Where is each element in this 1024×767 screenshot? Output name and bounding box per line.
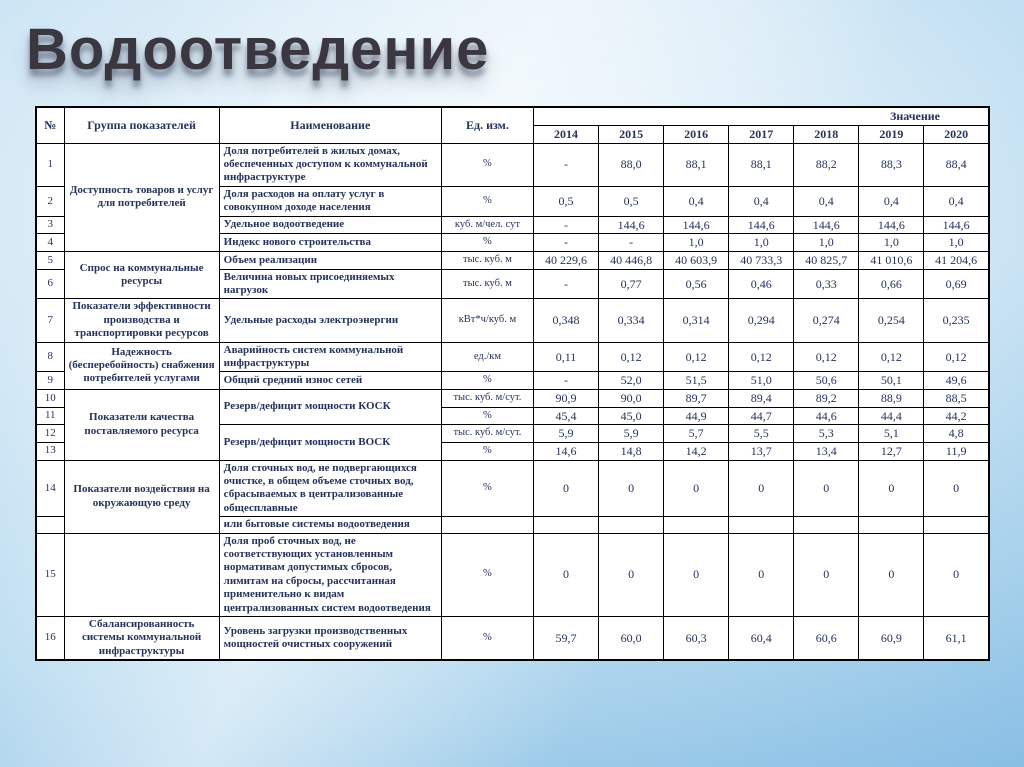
unit-cell: %	[441, 533, 533, 616]
value-cell: 0	[729, 460, 794, 517]
row-number-cell: 8	[36, 342, 64, 372]
value-cell: 5,1	[859, 425, 924, 443]
value-cell: 61,1	[924, 616, 989, 660]
value-cell	[599, 517, 664, 533]
unit-cell: %	[441, 143, 533, 186]
unit-cell: куб. м/чел. сут	[441, 216, 533, 234]
row-number-cell: 15	[36, 533, 64, 616]
value-cell	[533, 517, 598, 533]
row-number-cell: 5	[36, 251, 64, 269]
unit-cell: %	[441, 442, 533, 460]
value-cell: 88,0	[599, 143, 664, 186]
indicator-name-cell: Доля потребителей в жилых домах, обеспеченных доступом к коммунальной инфраструктуре	[219, 143, 441, 186]
year-header: 2020	[924, 125, 989, 143]
value-cell: 0,12	[924, 342, 989, 372]
value-cell: 88,5	[924, 390, 989, 408]
value-cell: 0,12	[664, 342, 729, 372]
unit-cell: кВт*ч/куб. м	[441, 299, 533, 342]
value-cell: 0,4	[859, 186, 924, 216]
row-number-cell: 13	[36, 442, 64, 460]
indicator-group-cell: Спрос на коммунальные ресурсы	[64, 251, 219, 298]
value-cell: -	[533, 216, 598, 234]
value-cell	[924, 517, 989, 533]
value-cell: 5,5	[729, 425, 794, 443]
value-cell: -	[533, 372, 598, 390]
value-cell: 1,0	[859, 234, 924, 252]
value-cell: 59,7	[533, 616, 598, 660]
indicator-group-cell: Надежность (бесперебойность) снабжения потребителей услугами	[64, 342, 219, 389]
row-number-cell: 7	[36, 299, 64, 342]
indicator-group-cell: Показатели воздействия на окружающую среду	[64, 460, 219, 533]
value-cell	[794, 517, 859, 533]
value-cell: 40 825,7	[794, 251, 859, 269]
indicator-name-cell: Величина новых присоединяемых нагрузок	[219, 269, 441, 299]
year-header: 2019	[859, 125, 924, 143]
col-header-value: Значение	[533, 107, 989, 125]
value-cell: 0	[859, 460, 924, 517]
row-number-cell	[36, 517, 64, 533]
col-header-name: Наименование	[219, 107, 441, 143]
row-number-cell: 1	[36, 143, 64, 186]
value-cell: 0,314	[664, 299, 729, 342]
value-cell: 1,0	[664, 234, 729, 252]
value-cell: 144,6	[924, 216, 989, 234]
value-cell: 44,6	[794, 407, 859, 425]
table-row	[36, 299, 989, 342]
value-cell: 13,4	[794, 442, 859, 460]
value-cell: 0,4	[664, 186, 729, 216]
value-cell: 40 446,8	[599, 251, 664, 269]
value-cell: 144,6	[729, 216, 794, 234]
value-cell: 90,0	[599, 390, 664, 408]
value-cell: 52,0	[599, 372, 664, 390]
row-number-cell: 9	[36, 372, 64, 390]
value-cell: 144,6	[664, 216, 729, 234]
value-cell: 0	[664, 460, 729, 517]
value-cell: 88,1	[729, 143, 794, 186]
indicator-group-cell: Показатели эффективности производства и транспортировки ресурсов	[64, 299, 219, 342]
indicator-name-cell: Аварийность систем коммунальной инфраструктуры	[219, 342, 441, 372]
row-number-cell: 14	[36, 460, 64, 517]
row-number-cell: 3	[36, 216, 64, 234]
row-number-cell: 12	[36, 425, 64, 443]
value-cell: 89,2	[794, 390, 859, 408]
row-number-cell: 6	[36, 269, 64, 299]
value-cell: 60,4	[729, 616, 794, 660]
indicator-group-cell: Сбалансированность системы коммунальной инфраструктуры	[64, 616, 219, 660]
col-header-unit: Ед. изм.	[441, 107, 533, 143]
value-cell: 0	[664, 533, 729, 616]
unit-cell: %	[441, 460, 533, 517]
value-cell: 51,5	[664, 372, 729, 390]
value-cell: 144,6	[859, 216, 924, 234]
value-cell: 90,9	[533, 390, 598, 408]
col-header-group: Группа показателей	[64, 107, 219, 143]
indicator-name-cell: Доля сточных вод, не подвергающихся очистке, в общем объеме сточных вод, сбрасываемых в централизованные общесплавные	[219, 460, 441, 517]
indicator-name-cell: Резерв/дефицит мощности КОСК	[219, 390, 441, 425]
col-header-num: №	[36, 107, 64, 143]
value-cell: 5,3	[794, 425, 859, 443]
value-cell: 88,3	[859, 143, 924, 186]
indicator-group-cell: Показатели качества поставляемого ресурса	[64, 390, 219, 461]
value-cell: 0	[599, 533, 664, 616]
unit-cell: %	[441, 407, 533, 425]
indicators-table-container	[35, 106, 990, 661]
value-cell: 88,2	[794, 143, 859, 186]
value-cell: 0,33	[794, 269, 859, 299]
year-header: 2015	[599, 125, 664, 143]
value-cell: 0,46	[729, 269, 794, 299]
value-cell: 14,8	[599, 442, 664, 460]
indicator-name-cell: Объем реализации	[219, 251, 441, 269]
value-cell: 144,6	[599, 216, 664, 234]
value-cell: 0,4	[794, 186, 859, 216]
unit-cell	[441, 517, 533, 533]
value-cell: 45,4	[533, 407, 598, 425]
value-cell: 0,4	[729, 186, 794, 216]
table-row	[36, 460, 989, 517]
value-cell: 0,77	[599, 269, 664, 299]
value-cell: 60,3	[664, 616, 729, 660]
indicator-name-cell: Резерв/дефицит мощности ВОСК	[219, 425, 441, 460]
value-cell: -	[533, 234, 598, 252]
value-cell: 0,12	[729, 342, 794, 372]
table-row	[36, 533, 989, 616]
unit-cell: %	[441, 372, 533, 390]
value-cell: 0	[859, 533, 924, 616]
indicator-name-cell: Индекс нового строительства	[219, 234, 441, 252]
indicator-name-cell: Уровень загрузки производственных мощностей очистных сооружений	[219, 616, 441, 660]
value-cell: 41 204,6	[924, 251, 989, 269]
value-cell: 40 603,9	[664, 251, 729, 269]
unit-cell: %	[441, 234, 533, 252]
indicators-table	[35, 106, 990, 661]
page-title: Водоотведение	[26, 17, 490, 82]
unit-cell: тыс. куб. м/сут.	[441, 425, 533, 443]
value-cell: 5,9	[533, 425, 598, 443]
value-cell: 40 733,3	[729, 251, 794, 269]
value-cell: 0	[794, 460, 859, 517]
value-cell: 0,235	[924, 299, 989, 342]
row-number-cell: 11	[36, 407, 64, 425]
value-cell: 4,8	[924, 425, 989, 443]
value-cell: 44,4	[859, 407, 924, 425]
value-cell: 49,6	[924, 372, 989, 390]
value-cell: 0	[729, 533, 794, 616]
table-row	[36, 251, 989, 269]
unit-cell: тыс. куб. м/сут.	[441, 390, 533, 408]
row-number-cell: 10	[36, 390, 64, 408]
table-row	[36, 143, 989, 186]
table-row	[36, 390, 989, 408]
unit-cell: %	[441, 616, 533, 660]
row-number-cell: 16	[36, 616, 64, 660]
unit-cell: ед./км	[441, 342, 533, 372]
value-cell: 51,0	[729, 372, 794, 390]
indicator-name-cell: Доля проб сточных вод, не соответствующих установленным нормативам допустимых сбросов, лимитам на сбросы, рассчитанная применительно к видам централизованных систем водоотведения	[219, 533, 441, 616]
value-cell: 5,9	[599, 425, 664, 443]
row-number-cell: 4	[36, 234, 64, 252]
value-cell: 89,4	[729, 390, 794, 408]
year-header: 2018	[794, 125, 859, 143]
value-cell: 0	[794, 533, 859, 616]
value-cell: 45,0	[599, 407, 664, 425]
indicator-name-cell: Удельные расходы электроэнергии	[219, 299, 441, 342]
value-cell: -	[599, 234, 664, 252]
value-cell: 12,7	[859, 442, 924, 460]
value-cell: 0,5	[533, 186, 598, 216]
value-cell: 0,4	[924, 186, 989, 216]
value-cell: 1,0	[924, 234, 989, 252]
value-cell: 60,6	[794, 616, 859, 660]
unit-cell: тыс. куб. м	[441, 269, 533, 299]
value-cell	[729, 517, 794, 533]
value-cell: 60,0	[599, 616, 664, 660]
value-cell: 60,9	[859, 616, 924, 660]
value-cell: 40 229,6	[533, 251, 598, 269]
value-cell: 144,6	[794, 216, 859, 234]
value-cell: 0,334	[599, 299, 664, 342]
value-cell: 0,12	[794, 342, 859, 372]
value-cell: 0,294	[729, 299, 794, 342]
table-header	[36, 107, 989, 143]
value-cell	[859, 517, 924, 533]
value-cell: 0,348	[533, 299, 598, 342]
indicator-name-cell: или бытовые системы водоотведения	[219, 517, 441, 533]
indicator-group-cell	[64, 533, 219, 616]
value-cell: 88,1	[664, 143, 729, 186]
value-cell: 5,7	[664, 425, 729, 443]
value-cell: 0,5	[599, 186, 664, 216]
table-row	[36, 342, 989, 372]
value-cell: -	[533, 143, 598, 186]
value-cell: 50,6	[794, 372, 859, 390]
table-row	[36, 616, 989, 660]
year-header: 2014	[533, 125, 598, 143]
value-cell: 14,6	[533, 442, 598, 460]
value-cell	[664, 517, 729, 533]
value-cell: 11,9	[924, 442, 989, 460]
value-cell: 0,69	[924, 269, 989, 299]
value-cell: 1,0	[794, 234, 859, 252]
value-cell: 0,274	[794, 299, 859, 342]
value-cell: 0	[924, 533, 989, 616]
value-cell: 50,1	[859, 372, 924, 390]
indicator-name-cell: Общий средний износ сетей	[219, 372, 441, 390]
unit-cell: %	[441, 186, 533, 216]
value-cell: 44,9	[664, 407, 729, 425]
value-cell: 88,4	[924, 143, 989, 186]
value-cell: 0	[924, 460, 989, 517]
value-cell: 0	[599, 460, 664, 517]
value-cell: 41 010,6	[859, 251, 924, 269]
value-cell: 0,66	[859, 269, 924, 299]
year-header: 2017	[729, 125, 794, 143]
value-cell: 0,11	[533, 342, 598, 372]
row-number-cell: 2	[36, 186, 64, 216]
value-cell: -	[533, 269, 598, 299]
value-cell: 0,12	[859, 342, 924, 372]
value-cell: 0	[533, 460, 598, 517]
value-cell: 13,7	[729, 442, 794, 460]
header-row-top	[36, 107, 989, 125]
value-cell: 0,12	[599, 342, 664, 372]
value-cell: 88,9	[859, 390, 924, 408]
value-cell: 44,7	[729, 407, 794, 425]
indicator-name-cell: Удельное водоотведение	[219, 216, 441, 234]
year-header: 2016	[664, 125, 729, 143]
value-cell: 0,56	[664, 269, 729, 299]
value-cell: 1,0	[729, 234, 794, 252]
value-cell: 44,2	[924, 407, 989, 425]
value-cell: 14,2	[664, 442, 729, 460]
value-cell: 0,254	[859, 299, 924, 342]
table-body	[36, 143, 989, 660]
value-cell: 89,7	[664, 390, 729, 408]
value-cell: 0	[533, 533, 598, 616]
indicator-group-cell: Доступность товаров и услуг для потребителей	[64, 143, 219, 251]
indicator-name-cell: Доля расходов на оплату услуг в совокупном доходе населения	[219, 186, 441, 216]
unit-cell: тыс. куб. м	[441, 251, 533, 269]
